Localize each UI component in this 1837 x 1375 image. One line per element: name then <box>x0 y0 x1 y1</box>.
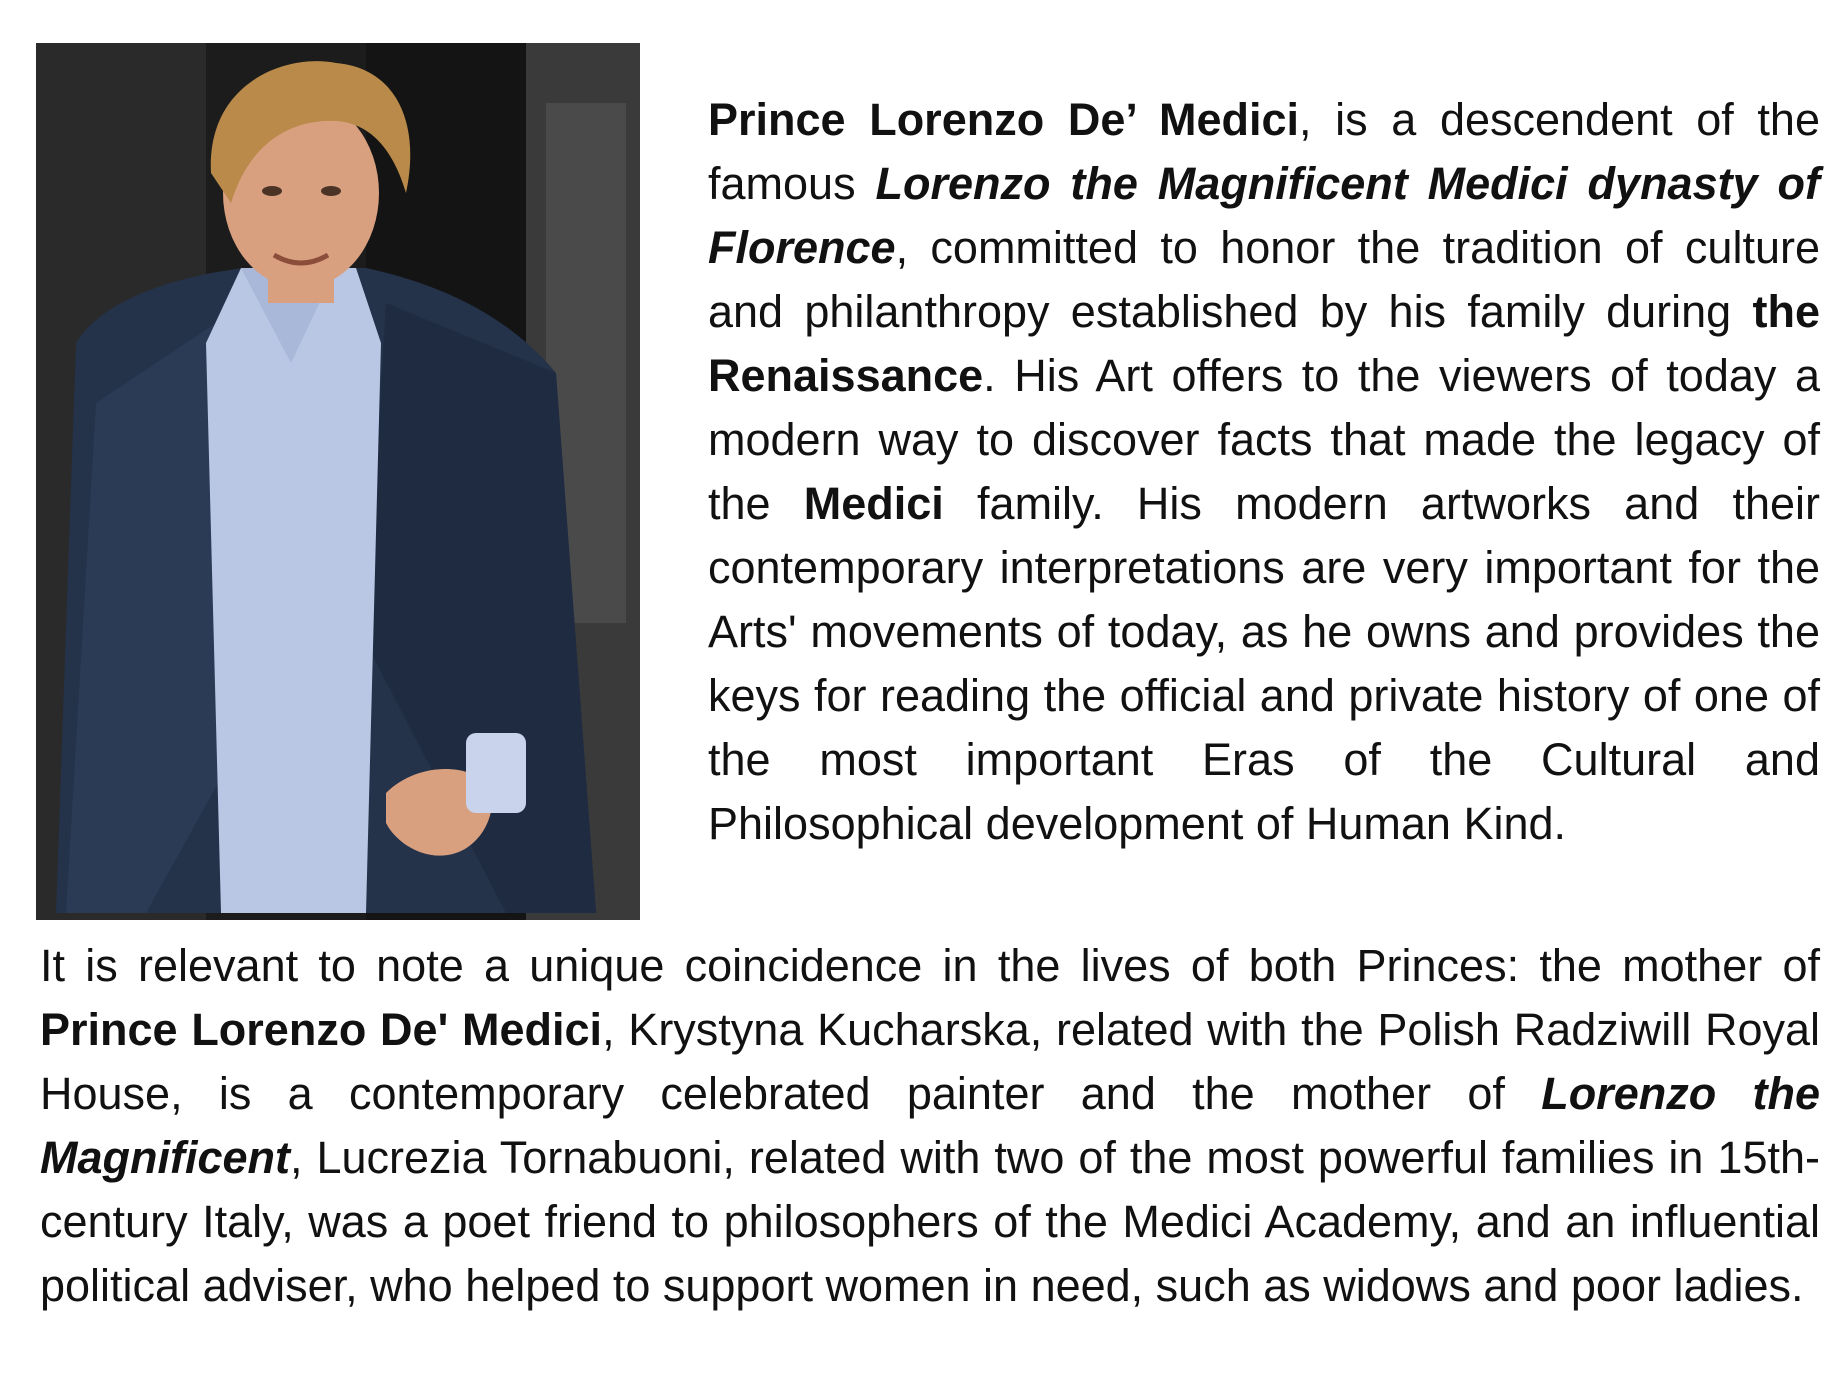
portrait-illustration <box>36 43 640 920</box>
bio-text-2: , committed to honor the tradition of culture and philanthropy established by his family during <box>708 222 1820 337</box>
prince-name: Prince Lorenzo De’ Medici <box>708 94 1300 145</box>
bio-text-3: . His Art offers to the viewers of today a modern way to discover facts that made the legacy of the <box>708 350 1820 529</box>
bio-paragraph <box>708 88 1820 856</box>
coincidence-text-2: , Krystyna Kucharska, related with the Polish Radziwill Royal House, is a contemporary celebrated painter and the mother of <box>40 1004 1821 1119</box>
renaissance-term: the Renaissance <box>708 286 1820 401</box>
magnificent-name: Lorenzo the Magnificent <box>40 1068 1820 1183</box>
bio-text-1: , is a descendent of the famous <box>708 94 1820 209</box>
coincidence-text-1: It is relevant to note a unique coincidence in the lives of both Princes: the mother of <box>40 940 1820 991</box>
coincidence-text-3: , Lucrezia Tornabuoni, related with two of the most powerful families in 15th-century Italy, was a poet friend to philosophers of the Medici Academy, and an influential political adviser, who helped to support women in need, such as widows and poor ladies. <box>40 1132 1820 1311</box>
medici-term: Medici <box>803 478 944 529</box>
portrait-photo <box>36 43 640 920</box>
dynasty-name: Lorenzo the Magnificent Medici dynasty of Florence <box>708 158 1820 273</box>
coincidence-paragraph <box>40 934 1820 1318</box>
prince-name-2: Prince Lorenzo De' Medici <box>40 1004 603 1055</box>
bio-text-4: family. His modern artworks and their contemporary interpretations are very important for the Arts' movements of today, as he owns and provides the keys for reading the official and private history of one of the most important Eras of the Cultural and Philosophical development of Human Kind. <box>708 478 1821 849</box>
